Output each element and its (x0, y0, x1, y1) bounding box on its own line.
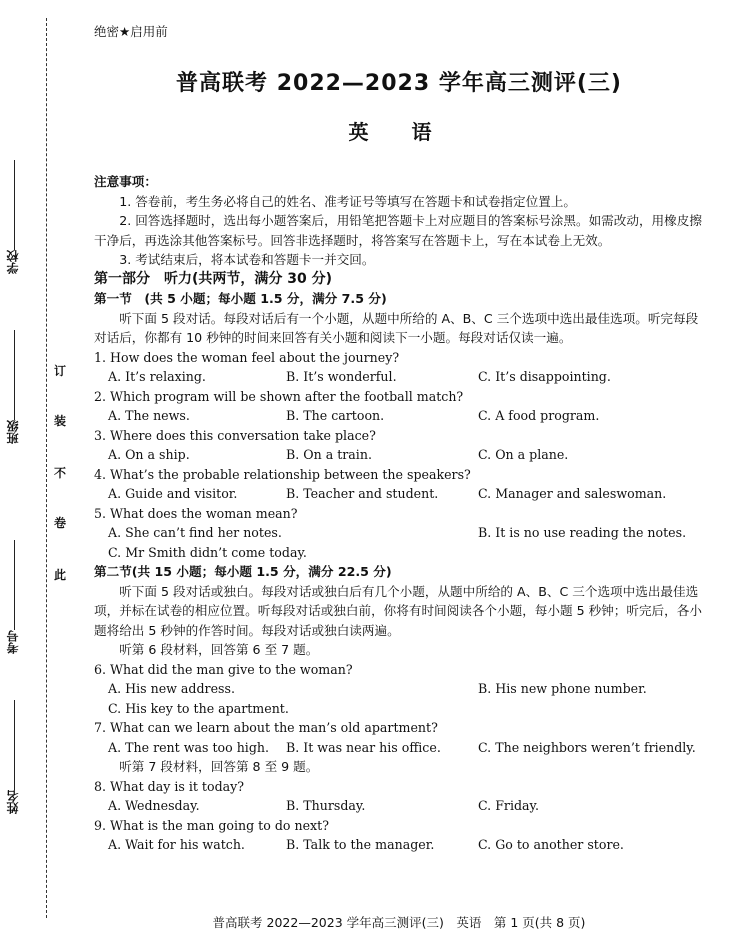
section1-title: 第一节 (共 5 小题；每小题 1.5 分，满分 7.5 分) (94, 291, 387, 306)
section1-instruction: 听下面 5 段对话。每段对话后有一个小题，从题中所给的 A、B、C 三个选项中选出最佳选项。听完每段对话后，你都有 10 秒钟的时间来回答有关小题和阅读下一小题。每段对话仅读一遍。 (94, 310, 699, 345)
options-row (94, 484, 704, 504)
options-row (94, 445, 704, 465)
option-a: A. Wednesday. (108, 798, 200, 813)
notice-heading: 注意事项： (94, 174, 157, 189)
option-c: C. A food program. (478, 408, 600, 423)
question-stem: 7. What can we learn about the man’s old apartment? (94, 720, 438, 735)
school-field (4, 160, 40, 274)
exam-no-field (4, 540, 40, 654)
options-row (94, 835, 704, 855)
name-blank (14, 700, 15, 790)
option-a: A. Wait for his watch. (108, 837, 245, 852)
question-stem: 8. What day is it today? (94, 778, 244, 794)
option-b: B. Thursday. (286, 798, 366, 813)
options-row (94, 406, 704, 426)
part1-title: 第一部分 听力(共两节，满分 30 分) (94, 270, 333, 287)
question-stem: 5. What does the woman mean? (94, 505, 298, 521)
seal-char: 订 (54, 364, 67, 378)
option-a: A. She can’t find her notes. (108, 525, 282, 540)
seal-char: 此 (54, 568, 67, 582)
class-blank (14, 330, 15, 420)
question-stem: 1. How does the woman feel about the journey? (94, 349, 400, 365)
options-row (94, 523, 704, 543)
material-note: 听第 6 段材料，回答第 6 至 7 题。 (119, 642, 319, 657)
binding-dashed-line (46, 18, 47, 918)
option-b: B. Talk to the manager. (286, 837, 435, 852)
option-b: B. The cartoon. (286, 408, 385, 423)
seal-char: 不 (54, 466, 67, 480)
class-field (4, 330, 40, 444)
option-a: A. On a ship. (108, 447, 190, 462)
option-b: B. Teacher and student. (286, 486, 439, 501)
options-row (94, 796, 704, 816)
option-c: C. The neighbors weren’t friendly. (478, 739, 696, 755)
page-footer: 普高联考 2022—2023 学年高三测评(三) 英语 第 1 页(共 8 页) (212, 915, 586, 930)
option-c: C. Mr Smith didn’t come today. (108, 544, 307, 560)
options-row (94, 738, 704, 758)
options-row (94, 699, 704, 719)
option-c: C. It’s disappointing. (478, 369, 611, 384)
notice-item: 2. 回答选择题时，选出每小题答案后，用铅笔把答题卡上对应题目的答案标号涂黑。如需改动，用橡皮擦干净后，再选涂其他答案标号。回答非选择题时，将答案写在答题卡上，写在本试卷上无效。 (94, 213, 702, 248)
question-stem: 9. What is the man going to do next? (94, 817, 329, 833)
notice-item: 3. 考试结束后，将本试卷和答题卡一并交回。 (119, 252, 375, 267)
class-label: 班级 (6, 420, 20, 444)
exam-content (94, 172, 704, 855)
question-stem: 2. Which program will be shown after the football match? (94, 388, 464, 404)
seal-char: 卷 (54, 516, 67, 530)
option-b: B. His new phone number. (478, 681, 647, 696)
question-stem: 4. What’s the probable relationship between the speakers? (94, 466, 471, 482)
exam-no-label: 考号 (6, 630, 20, 654)
notice-item: 1. 答卷前，考生务必将自己的姓名、准考证号等填写在答题卡和试卷指定位置上。 (119, 193, 576, 209)
seal-char: 装 (54, 414, 67, 428)
options-row (94, 543, 704, 563)
options-row (94, 679, 704, 699)
options-row (94, 367, 704, 387)
exam-title: 普高联考 2022—2023 学年高三测评(三) (176, 71, 622, 96)
option-b: B. It is no use reading the notes. (478, 525, 687, 540)
option-c: C. Manager and saleswoman. (478, 486, 667, 501)
option-a: A. Guide and visitor. (108, 486, 238, 501)
name-label: 姓名 (6, 790, 20, 814)
option-c: C. His key to the apartment. (108, 700, 289, 716)
option-a: A. It’s relaxing. (108, 369, 206, 384)
option-b: B. It’s wonderful. (286, 369, 397, 384)
name-field (4, 700, 40, 814)
option-c: C. On a plane. (478, 447, 569, 462)
binding-margin (0, 0, 80, 945)
secret-tag: 绝密★启用前 (94, 24, 168, 39)
question-stem: 3. Where does this conversation take place? (94, 427, 376, 443)
question-stem: 6. What did the man give to the woman? (94, 661, 353, 677)
material-note: 听第 7 段材料，回答第 8 至 9 题。 (119, 759, 319, 774)
school-blank (14, 160, 15, 250)
option-a: A. The news. (108, 408, 190, 423)
section2-title: 第二节(共 15 小题；每小题 1.5 分，满分 22.5 分) (94, 564, 392, 579)
section2-instruction: 听下面 5 段对话或独白。每段对话或独白后有几个小题，从题中所给的 A、B、C 三个选项中选出最佳选项，并标在试卷的相应位置。听每段对话或独白前，你将有时间阅读各个小题，每小题 5 秒钟；听完后，各小题将给出 5 秒钟的作答时间。每段对话或独白读两遍。 (94, 583, 702, 638)
option-a: A. His new address. (108, 681, 235, 696)
option-a: A. The rent was too high. (108, 739, 270, 755)
exam-no-blank (14, 540, 15, 630)
option-c: C. Friday. (478, 798, 539, 813)
subject-title: 英 语 (348, 120, 450, 144)
school-label: 学校 (6, 250, 20, 274)
option-b: B. On a train. (286, 447, 372, 462)
option-b: B. It was near his office. (286, 739, 441, 755)
option-c: C. Go to another store. (478, 837, 624, 852)
